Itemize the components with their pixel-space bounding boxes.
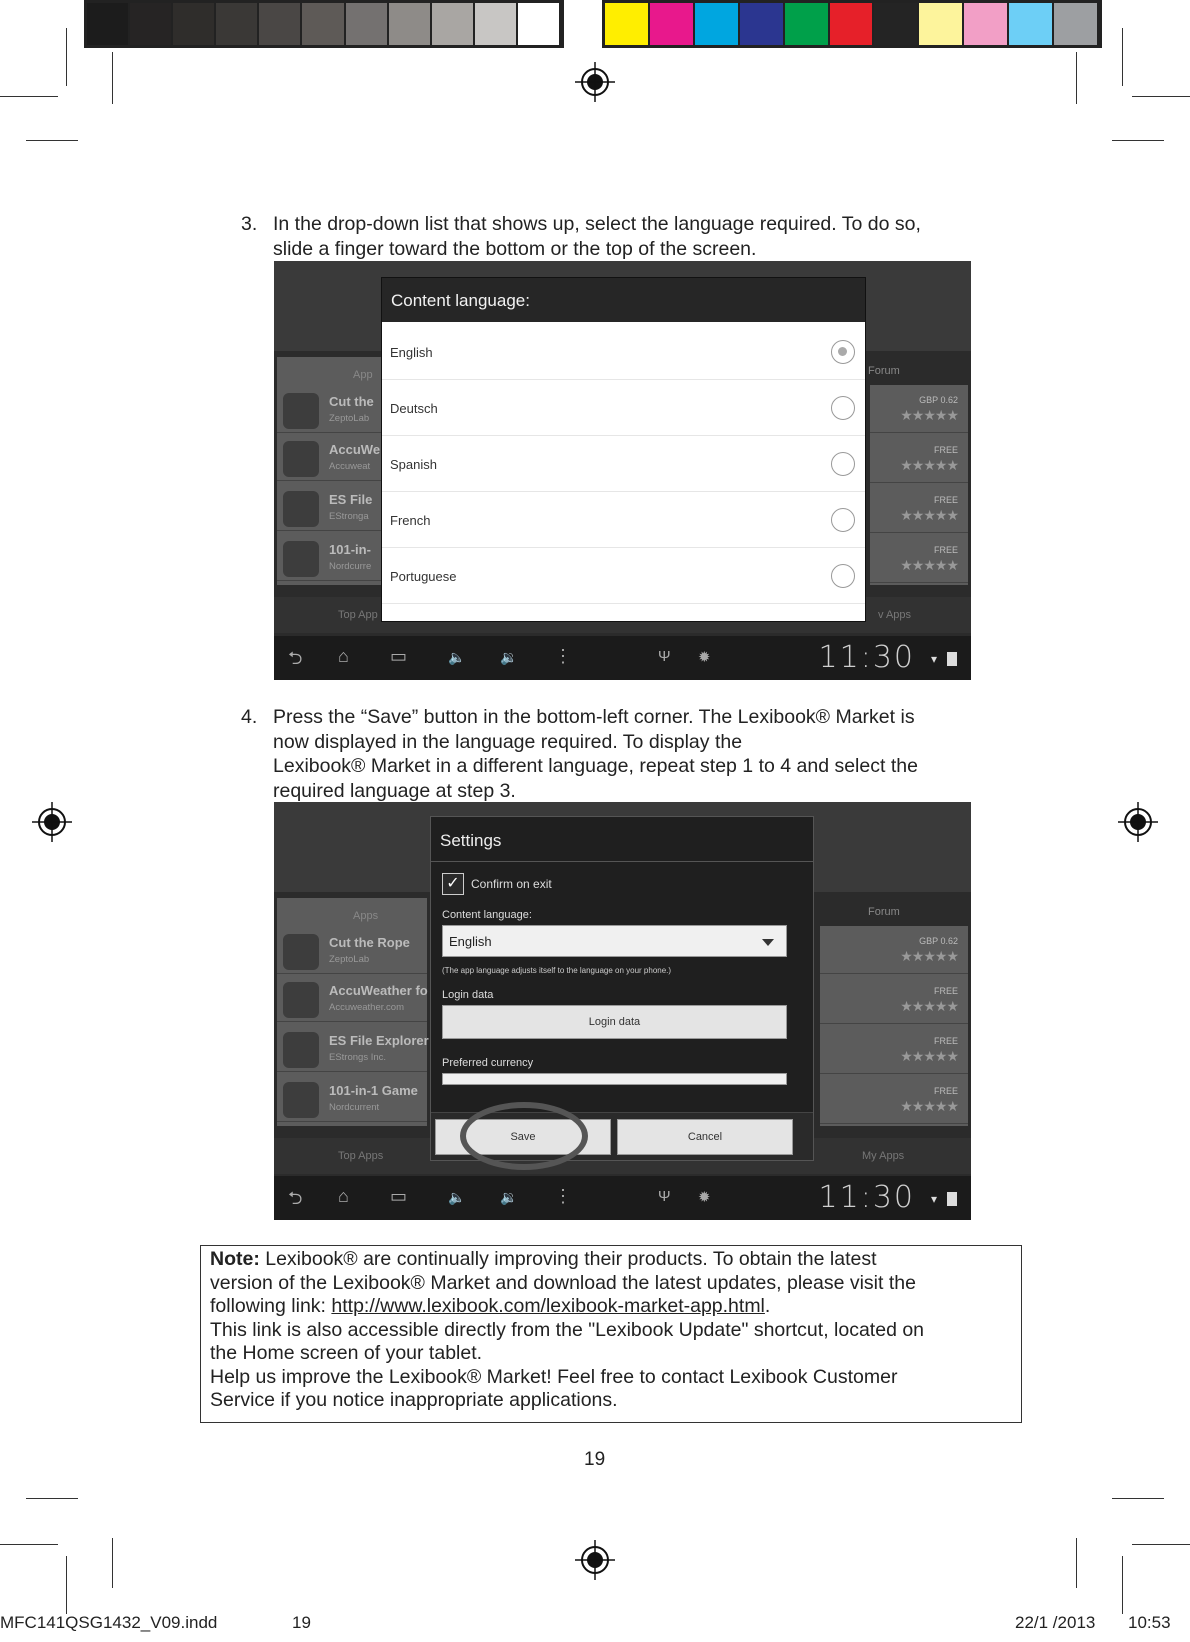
language-option-portuguese[interactable]: Portuguese bbox=[382, 550, 865, 604]
price-column bbox=[820, 926, 968, 1126]
note-label: Note: bbox=[210, 1248, 260, 1270]
confirm-exit-label: Confirm on exit bbox=[471, 877, 552, 891]
language-option-spanish[interactable]: Spanish bbox=[382, 438, 865, 492]
tab-apps: Apps bbox=[353, 910, 379, 922]
rating-stars-icon: ★★★★★ bbox=[900, 507, 958, 523]
slug-filename: MFC141QSG1432_V09.indd bbox=[0, 1613, 218, 1632]
registration-mark-icon bbox=[1118, 802, 1158, 842]
list-item: Cut the Rope ZeptoLab bbox=[277, 928, 427, 974]
crop-mark bbox=[1112, 140, 1164, 141]
step-text: Lexibook® Market in a different language, repeat step 1 to 4 and select the bbox=[273, 755, 918, 777]
list-item: FREE ★★★★★ bbox=[820, 1078, 968, 1124]
crop-mark bbox=[1122, 1556, 1123, 1614]
color-swatch bbox=[919, 3, 962, 45]
color-swatch bbox=[216, 3, 257, 45]
note-box: Note: Lexibook® are continually improving their products. To obtain the latest version of the Lexibook® Market and download the latest updates, please visit the following link: http://www.lexibook.com/lexibook-market-app.html. This link is also accessible directly from the "Lexibook Update" shortcut, located on the Home screen of your tablet. Help us improve the Lexibook® Market! Feel free to contact Lexibook Customer Service if you notice inappropriate applications. bbox=[200, 1245, 1022, 1423]
rating-stars-icon: ★★★★★ bbox=[900, 557, 958, 573]
list-item: AccuWeather fo Accuweather.com bbox=[277, 976, 427, 1022]
slug-date: 22/1 /2013 bbox=[1015, 1613, 1096, 1632]
step-text: required language at step 3. bbox=[273, 779, 516, 802]
home-icon[interactable]: ⌂ bbox=[338, 646, 349, 666]
color-swatch bbox=[518, 3, 559, 45]
content-language-dialog bbox=[381, 277, 866, 622]
clock: 11:30 bbox=[818, 1180, 915, 1215]
tab-top-apps[interactable]: Top App bbox=[338, 609, 378, 621]
crop-mark bbox=[26, 140, 78, 141]
back-icon[interactable]: ⮌ bbox=[288, 1188, 303, 1208]
clock: 11:30 bbox=[818, 640, 915, 675]
content-language-select[interactable]: English bbox=[442, 925, 787, 957]
color-swatch bbox=[830, 3, 873, 45]
color-swatch bbox=[1009, 3, 1052, 45]
market-app-link[interactable]: http://www.lexibook.com/lexibook-market-app.html bbox=[331, 1295, 765, 1317]
color-swatch bbox=[740, 3, 783, 45]
content-language-label: Content language: bbox=[442, 909, 532, 921]
step-text: slide a finger toward the bottom or the top of the screen. bbox=[273, 237, 757, 260]
step-text: In the drop-down list that shows up, select the language required. To do so, bbox=[273, 213, 921, 235]
crop-mark bbox=[1132, 96, 1190, 97]
tab-forum: Forum bbox=[868, 906, 900, 918]
app-icon bbox=[283, 393, 319, 429]
color-swatch bbox=[475, 3, 516, 45]
crop-mark bbox=[66, 28, 67, 86]
preferred-currency-label: Preferred currency bbox=[442, 1057, 534, 1069]
crop-mark bbox=[1076, 1538, 1077, 1588]
color-swatch bbox=[302, 3, 343, 45]
app-icon bbox=[283, 491, 319, 527]
list-item: FREE ★★★★★ bbox=[820, 1028, 968, 1074]
step-text: Press the “Save” button in the bottom-left corner. The Lexibook® Market is bbox=[273, 706, 915, 728]
color-swatch bbox=[785, 3, 828, 45]
android-debug-icon: ✹ bbox=[698, 1189, 711, 1206]
crop-mark bbox=[66, 1556, 67, 1614]
crop-mark bbox=[0, 1544, 58, 1545]
android-debug-icon: ✹ bbox=[698, 649, 711, 666]
color-swatch bbox=[695, 3, 738, 45]
registration-mark-icon bbox=[32, 802, 72, 842]
tab-forum: Forum bbox=[868, 365, 900, 377]
rating-stars-icon: ★★★★★ bbox=[900, 1098, 958, 1114]
language-option-deutsch[interactable]: Deutsch bbox=[382, 382, 865, 436]
wifi-icon: ▾ bbox=[930, 1192, 937, 1206]
step-3 bbox=[241, 212, 1001, 262]
wifi-icon: ▾ bbox=[930, 652, 937, 666]
menu-icon[interactable]: ⋮ bbox=[554, 646, 572, 666]
step-text: now displayed in the language required. To display the bbox=[273, 730, 743, 753]
radio-icon[interactable] bbox=[831, 564, 855, 588]
screenshot-settings bbox=[274, 802, 971, 1220]
dropdown-arrow-icon bbox=[762, 939, 774, 946]
save-button[interactable]: Save bbox=[435, 1119, 611, 1155]
crop-mark bbox=[112, 52, 113, 104]
tab-my-apps[interactable]: v Apps bbox=[878, 609, 912, 621]
crop-mark bbox=[26, 1498, 78, 1499]
crop-mark bbox=[1132, 1544, 1190, 1545]
app-icon bbox=[283, 541, 319, 577]
preferred-currency-select[interactable] bbox=[442, 1073, 787, 1085]
list-item: FREE ★★★★★ bbox=[820, 978, 968, 1024]
color-swatch bbox=[259, 3, 300, 45]
app-icon bbox=[283, 1032, 319, 1068]
color-swatch bbox=[874, 3, 917, 45]
list-item: 101-in- Nordcurre bbox=[277, 535, 385, 581]
crop-mark bbox=[112, 1538, 113, 1588]
crop-mark bbox=[0, 96, 58, 97]
recent-apps-icon[interactable]: ▭ bbox=[390, 646, 408, 666]
color-swatch bbox=[173, 3, 214, 45]
registration-mark-icon bbox=[575, 62, 615, 102]
list-item: 101-in-1 Game Nordcurrent bbox=[277, 1076, 427, 1122]
login-data-button[interactable]: Login data bbox=[442, 1005, 787, 1039]
tab-apps: App bbox=[353, 369, 373, 381]
language-note: (The app language adjusts itself to the language on your phone.) bbox=[442, 966, 672, 975]
app-icon bbox=[283, 934, 319, 970]
color-swatch bbox=[650, 3, 693, 45]
screenshot-content-language bbox=[274, 261, 971, 680]
rating-stars-icon: ★★★★★ bbox=[900, 1048, 958, 1064]
list-item: GBP 0.62 ★★★★★ bbox=[820, 928, 968, 974]
radio-icon[interactable] bbox=[831, 396, 855, 420]
system-navbar bbox=[274, 636, 971, 680]
crop-mark bbox=[1112, 1498, 1164, 1499]
app-list bbox=[277, 898, 427, 1126]
step-number: 4. bbox=[241, 706, 258, 728]
dialog-title: Content language: bbox=[382, 278, 865, 322]
volume-down-icon[interactable]: 🔈 bbox=[448, 1189, 466, 1205]
confirm-exit-checkbox[interactable]: ✓ bbox=[442, 873, 464, 895]
list-item: FREE ★★★★★ bbox=[870, 537, 968, 583]
color-swatch bbox=[432, 3, 473, 45]
crop-mark bbox=[1076, 52, 1077, 104]
slug-page: 19 bbox=[292, 1613, 311, 1632]
radio-icon[interactable] bbox=[831, 452, 855, 476]
menu-icon[interactable]: ⋮ bbox=[554, 1186, 572, 1206]
list-item: AccuWe Accuweat bbox=[277, 435, 385, 481]
list-item: ES File Explorer EStrongs Inc. bbox=[277, 1026, 427, 1072]
list-item: FREE ★★★★★ bbox=[870, 437, 968, 483]
back-icon[interactable]: ⮌ bbox=[288, 648, 303, 668]
slug-time: 10:53 bbox=[1128, 1613, 1171, 1632]
save-highlight-circle bbox=[460, 1102, 588, 1170]
color-swatch bbox=[130, 3, 171, 45]
list-item: GBP 0.62 ★★★★★ bbox=[870, 387, 968, 433]
color-bar-process bbox=[602, 0, 1102, 48]
app-icon bbox=[283, 982, 319, 1018]
usb-icon: Ψ bbox=[658, 1188, 671, 1205]
language-option-french[interactable]: French bbox=[382, 494, 865, 548]
registration-mark-icon bbox=[575, 1540, 615, 1580]
language-option-english[interactable]: English bbox=[382, 326, 865, 380]
home-icon[interactable]: ⌂ bbox=[338, 1186, 349, 1206]
recent-apps-icon[interactable]: ▭ bbox=[390, 1186, 408, 1206]
battery-icon bbox=[947, 1192, 957, 1206]
usb-icon: Ψ bbox=[658, 648, 671, 665]
radio-selected-icon[interactable] bbox=[831, 340, 855, 364]
step-4 bbox=[241, 705, 1001, 805]
page-number: 19 bbox=[584, 1449, 606, 1470]
app-icon bbox=[283, 441, 319, 477]
rating-stars-icon: ★★★★★ bbox=[900, 998, 958, 1014]
price-column bbox=[870, 385, 968, 585]
radio-icon[interactable] bbox=[831, 508, 855, 532]
color-swatch bbox=[964, 3, 1007, 45]
login-data-label: Login data bbox=[442, 989, 494, 1001]
rating-stars-icon: ★★★★★ bbox=[900, 407, 958, 423]
list-item: ES File EStronga bbox=[277, 485, 385, 531]
rating-stars-icon: ★★★★★ bbox=[900, 948, 958, 964]
list-item: Cut the ZeptoLab bbox=[277, 387, 385, 433]
crop-mark bbox=[1122, 28, 1123, 86]
color-swatch bbox=[87, 3, 128, 45]
color-swatch bbox=[1054, 3, 1097, 45]
volume-down-icon[interactable]: 🔈 bbox=[448, 649, 466, 665]
color-bar-grayscale bbox=[84, 0, 564, 48]
app-list bbox=[277, 357, 385, 585]
rating-stars-icon: ★★★★★ bbox=[900, 457, 958, 473]
dialog-title: Settings bbox=[440, 831, 502, 850]
tab-my-apps[interactable]: My Apps bbox=[862, 1150, 905, 1162]
tab-top-apps[interactable]: Top Apps bbox=[338, 1150, 384, 1162]
color-swatch bbox=[346, 3, 387, 45]
app-icon bbox=[283, 1082, 319, 1118]
battery-icon bbox=[947, 652, 957, 666]
color-swatch bbox=[389, 3, 430, 45]
system-navbar bbox=[274, 1176, 971, 1220]
list-item: FREE ★★★★★ bbox=[870, 487, 968, 533]
volume-up-icon[interactable]: 🔉 bbox=[500, 649, 518, 665]
cancel-button[interactable]: Cancel bbox=[617, 1119, 793, 1155]
step-number: 3. bbox=[241, 213, 258, 235]
volume-up-icon[interactable]: 🔉 bbox=[500, 1189, 518, 1205]
color-swatch bbox=[605, 3, 648, 45]
